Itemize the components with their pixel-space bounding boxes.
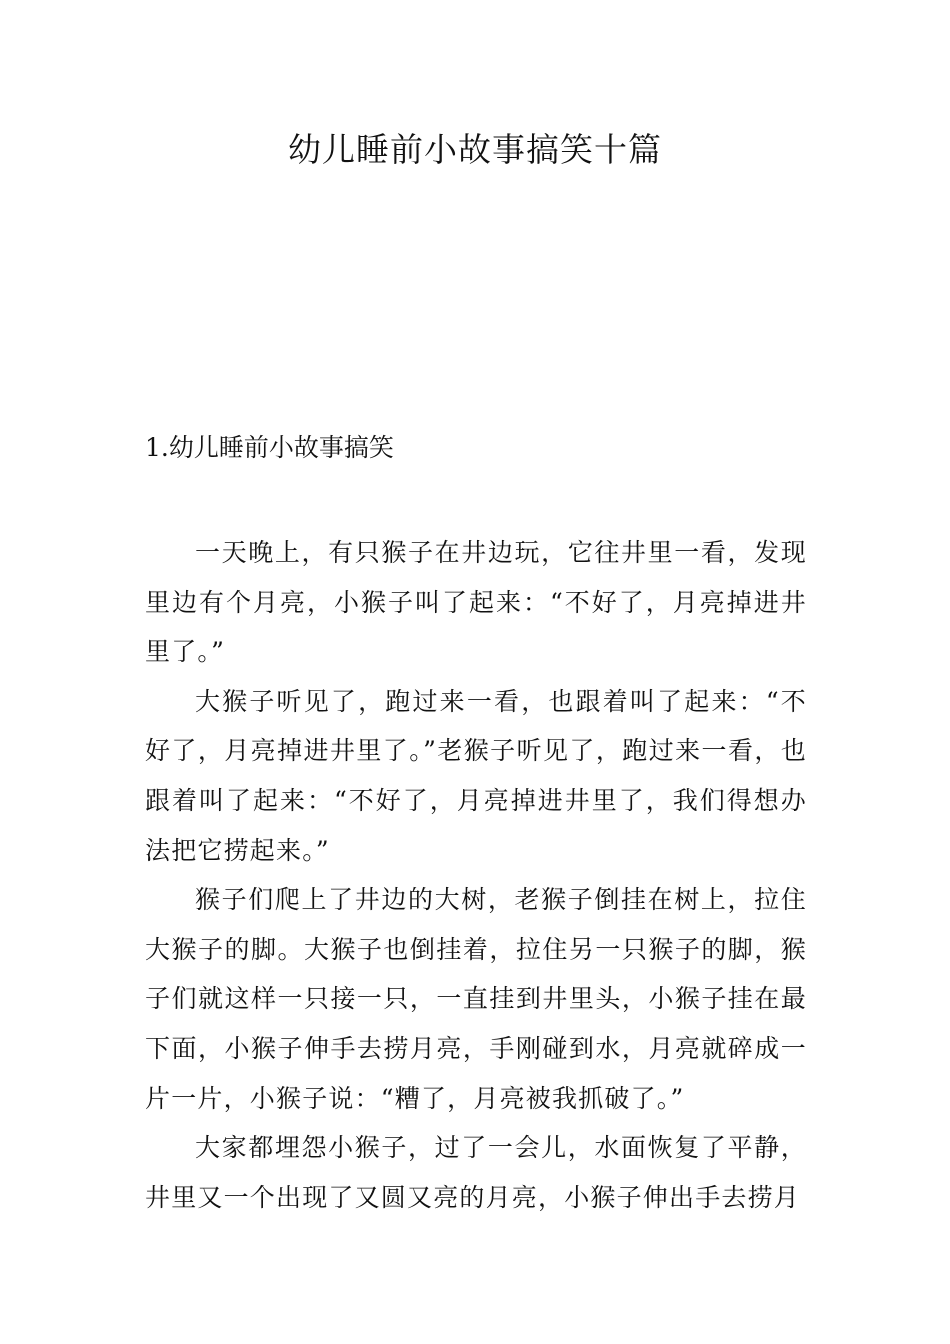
paragraph-1: 一天晚上，有只猴子在井边玩，它往井里一看，发现里边有个月亮，小猴子叫了起来：“不好了，月亮掉进井里了。” — [145, 538, 807, 667]
paragraph-2: 大猴子听见了，跑过来一看，也跟着叫了起来：“不好了，月亮掉进井里了。”老猴子听见了，跑过来一看，也跟着叫了起来：“不好了，月亮掉进井里了，我们得想办法把它捞起来。” — [145, 686, 807, 865]
paragraph-4: 大家都埋怨小猴子，过了一会儿，水面恢复了平静，井里又一个出现了又圆又亮的月亮，小猴子伸出手去捞月 — [145, 1133, 807, 1212]
document-title: 幼儿睡前小故事搞笑十篇 — [288, 130, 662, 169]
story-body — [145, 528, 807, 1222]
paragraph-3: 猴子们爬上了井边的大树，老猴子倒挂在树上，拉住大猴子的脚。大猴子也倒挂着，拉住另一只猴子的脚，猴子们就这样一只接一只，一直挂到井里头，小猴子挂在最下面，小猴子伸手去捞月亮，手刚碰到水，月亮就碎成一片一片，小猴子说：“糟了，月亮被我抓破了。” — [145, 885, 807, 1113]
section-heading: 1.幼儿睡前小故事搞笑 — [145, 433, 394, 462]
